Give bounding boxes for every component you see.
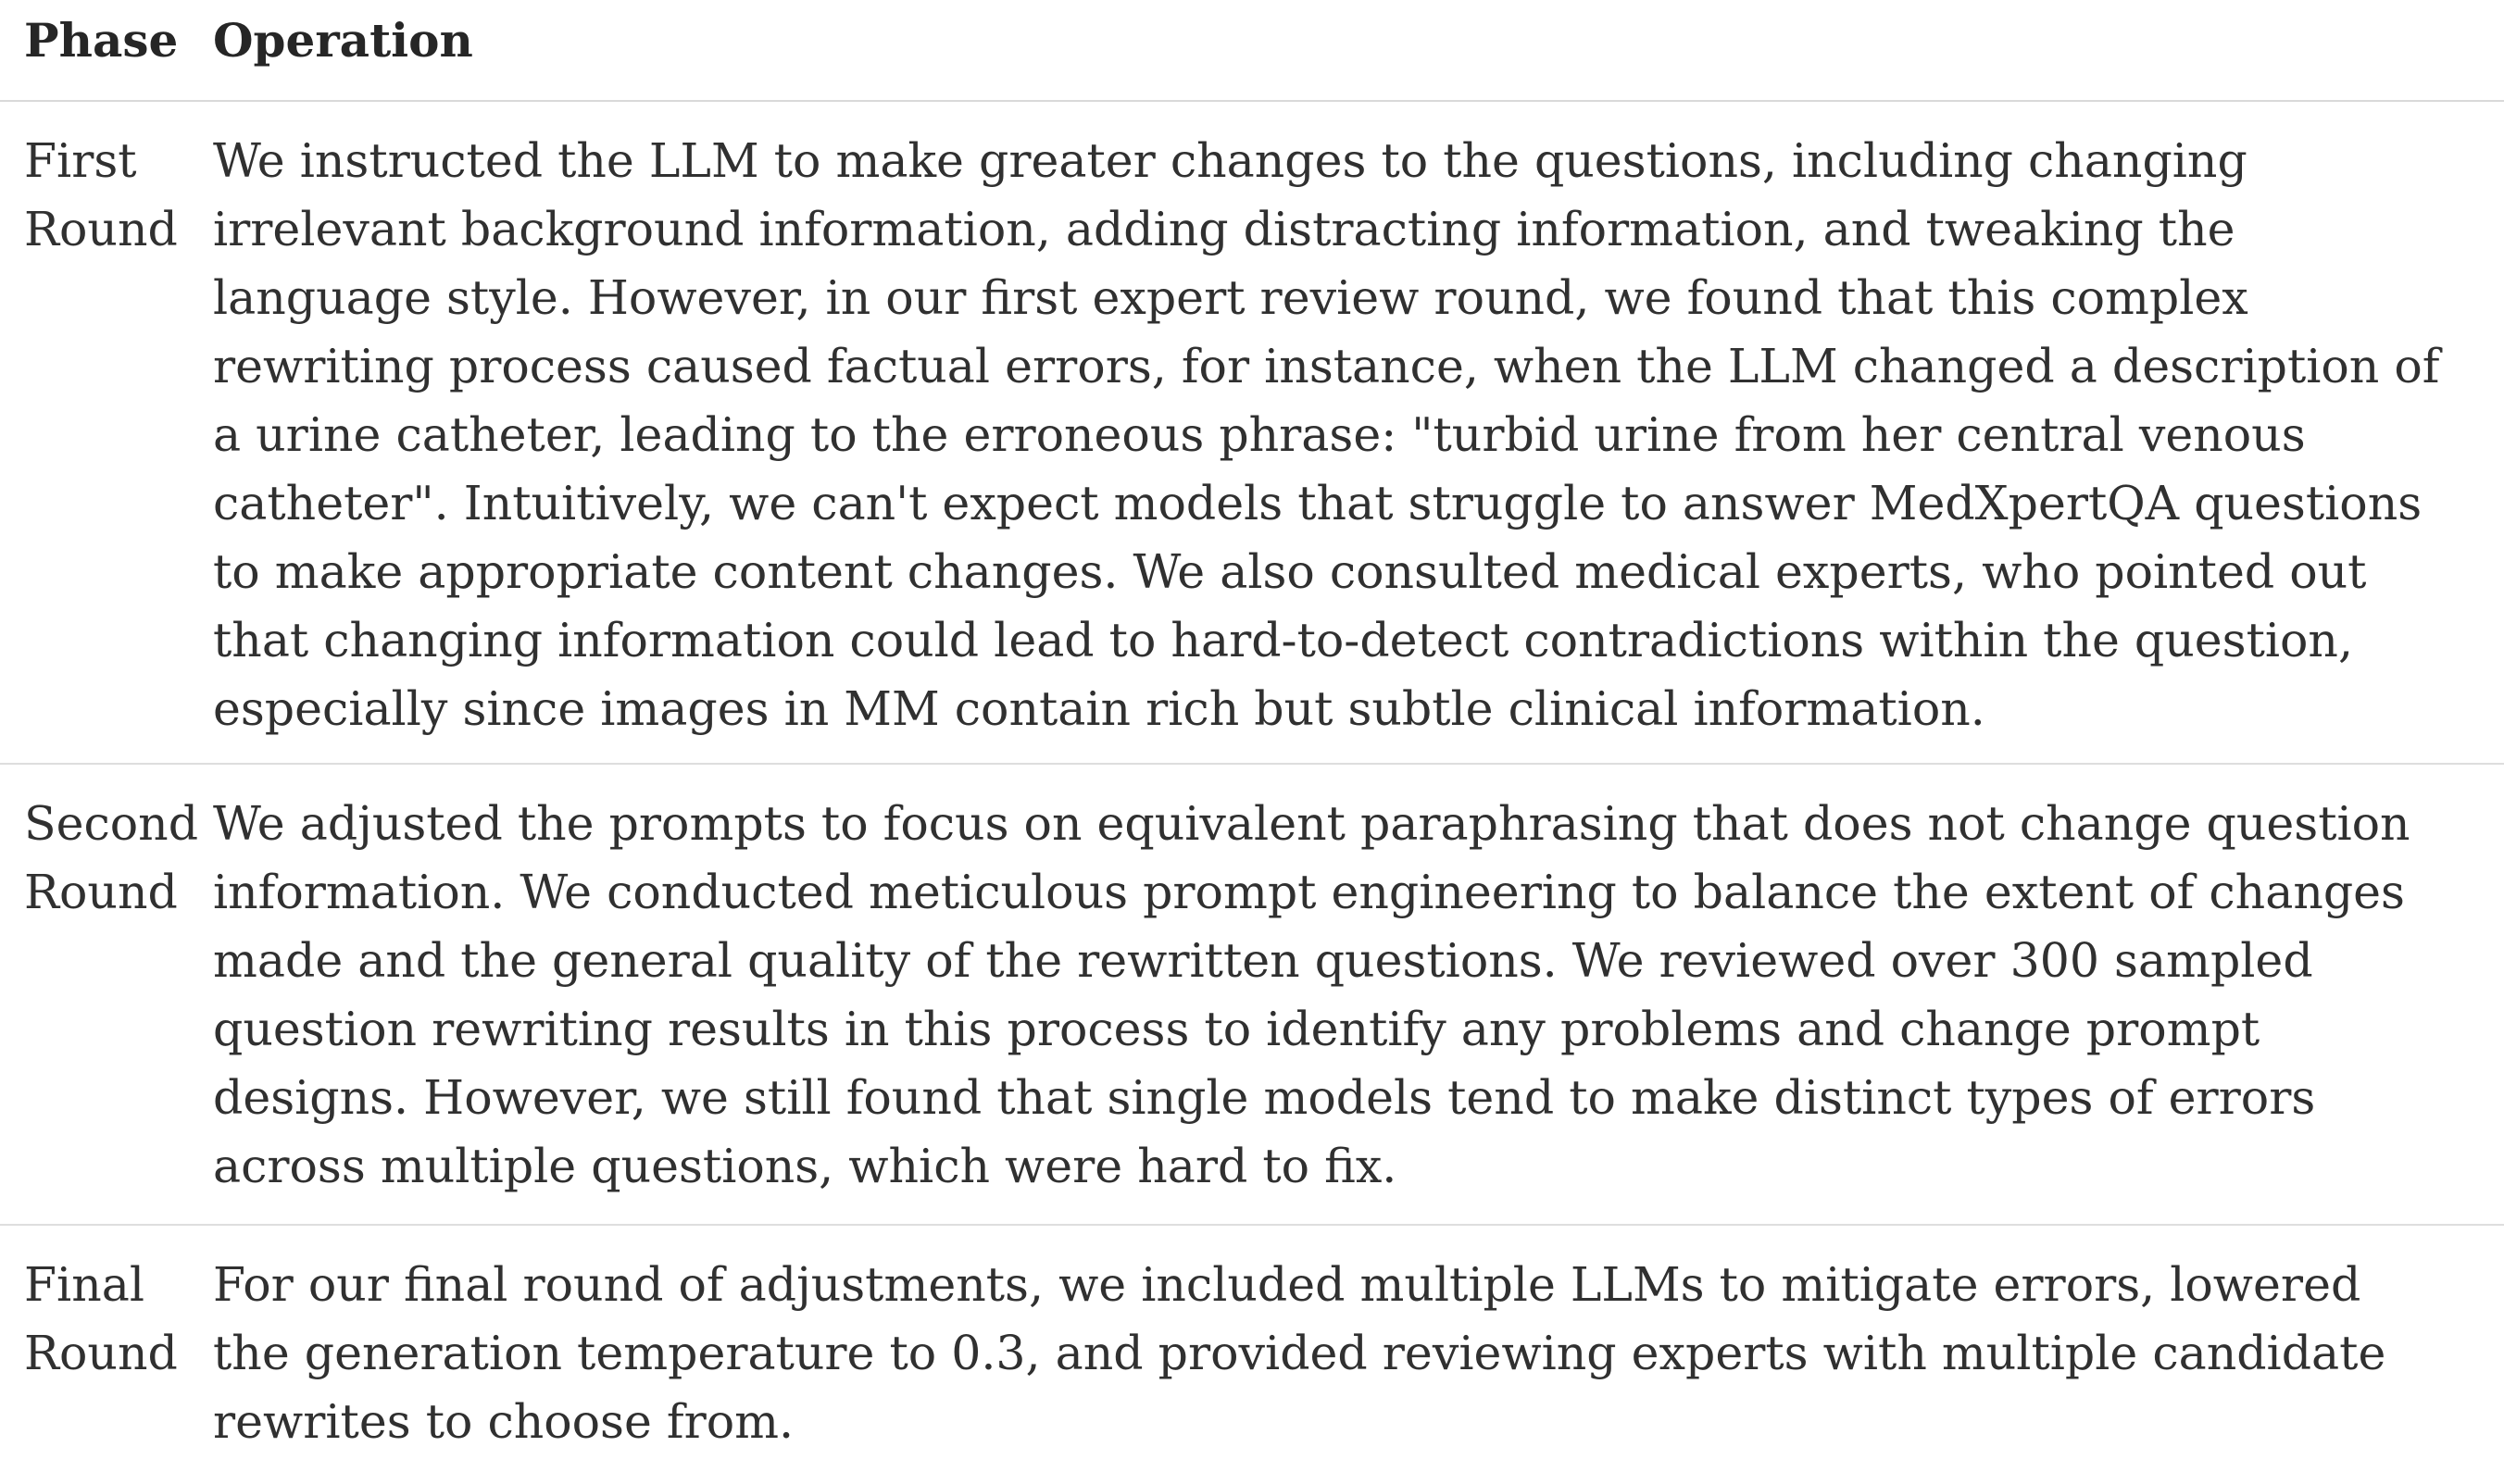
header-operation: Operation bbox=[213, 13, 473, 68]
phase-cell: First Round bbox=[24, 133, 178, 256]
table-row bbox=[0, 102, 2504, 765]
operation-cell: For our final round of adjustments, we included multiple LLMs to mitigate errors, lowered the generation temperature to 0.3, and provided reviewing experts with multiple candidate rewrites to choose from. bbox=[213, 1257, 2386, 1449]
phase-cell: Second Round bbox=[24, 796, 199, 919]
table-header-row bbox=[0, 0, 2504, 102]
table-row bbox=[0, 1226, 2504, 1476]
phase-cell: Final Round bbox=[24, 1257, 178, 1380]
header-phase: Phase bbox=[24, 13, 179, 68]
operation-cell: We adjusted the prompts to focus on equivalent paraphrasing that does not change question information. We conducted meticulous prompt engineering to balance the extent of changes made and the general quality of the rewritten questions. We reviewed over 300 sampled question rewriting results in this process to identify any problems and change prompt designs. However, we still found that single models tend to make distinct types of errors across multiple questions, which were hard to fix. bbox=[213, 796, 2410, 1193]
table-row bbox=[0, 765, 2504, 1226]
operation-cell: We instructed the LLM to make greater changes to the questions, including changing irrelevant background information, adding distracting information, and tweaking the language style. However, in our first expert review round, we found that this complex rewriting process caused factual errors, for instance, when the LLM changed a description of a urine catheter, leading to the erroneous phrase: "turbid urine from her central venous catheter". Intuitively, we can't expect models that struggle to answer MedXpertQA questions to make appropriate content changes. We also consulted medical experts, who pointed out that changing information could lead to hard-to-detect contradictions within the question, especially since images in MM contain rich but subtle clinical information. bbox=[213, 133, 2440, 736]
